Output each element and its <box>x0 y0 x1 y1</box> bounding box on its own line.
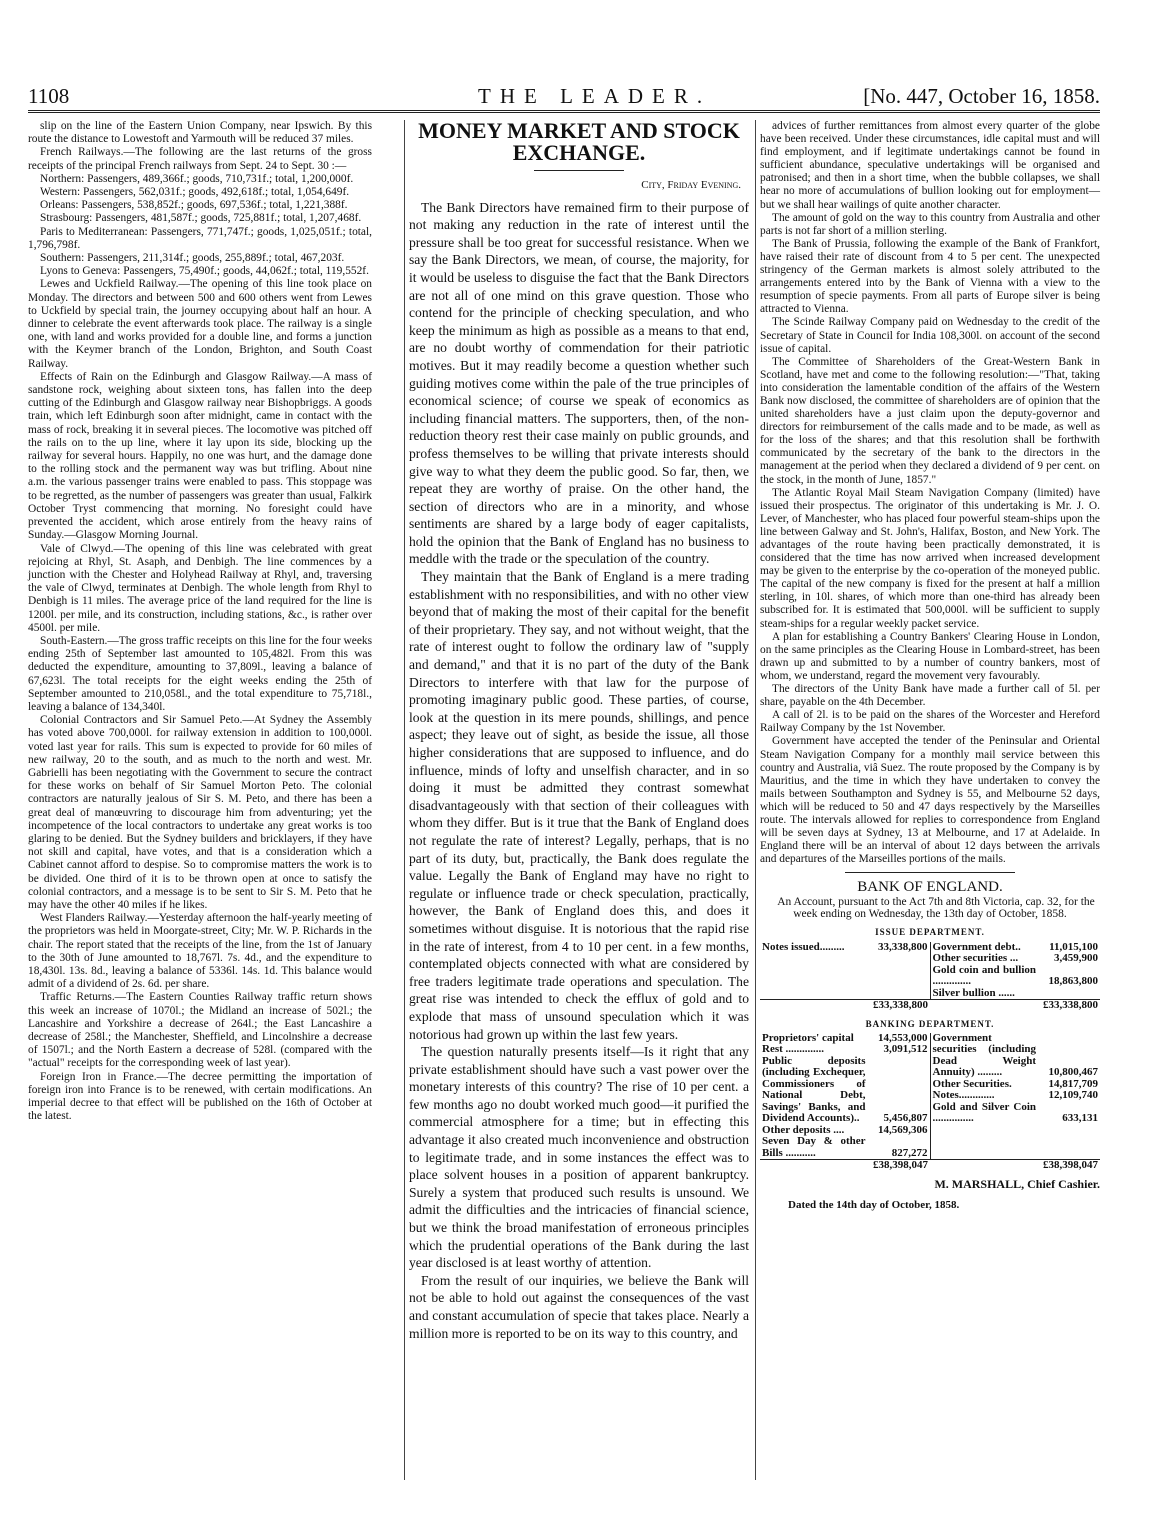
dateline: City, Friday Evening. <box>641 179 741 191</box>
paragraph: The question naturally presents itself—Is it right that any private establishment should have such a vast power over the monetary interests of this country? The rise of 10 per cent. a few months ago no doubt worked much good—it purified the commercial atmosphere for a time; but in effecting this advantage it also created much inconvenience and obstruction to legitimate trade, and in some instances the effect was to place solvent houses in a position of apparent bankruptcy. Surely a system that produced such results is unsound. We admit the difficulties and the intricacies of financial science, but we think the broad manifestation of erroneous principles which the prudential operations of the Bank during the last year disclosed is at least worthy of attention. <box>409 1044 749 1271</box>
paragraph: Vale of Clwyd.—The opening of this line was celebrated with great rejoicing at Rhyl, St. Asaph, and Denbigh. The line commences by a junction with the Chester and Holyhead Railway at Rhyl, and, traversing the vale of Clwyd, terminates at Denbigh. The whole length from Rhyl to Denbigh is 11 miles. The average price of the land required for the line is 1200l. per mile, and its construction, including stations, &c., is rather over 4500l. per mile. <box>28 542 372 634</box>
issue-total-right: £33,338,800 <box>930 1000 1100 1012</box>
account-label: Rest .............. <box>762 1043 825 1056</box>
account-label: Other deposits .... <box>762 1123 845 1136</box>
account-label: Government debt.. <box>932 940 1021 953</box>
column-finance-notes <box>760 120 1100 1212</box>
account-label: Silver bullion ...... <box>932 986 1015 999</box>
column-railway-news <box>28 120 372 1123</box>
paragraph: The directors of the Unity Bank have made a further call of 5l. per share, payable on the 4th December. <box>760 683 1100 709</box>
account-value: 827,272 <box>891 1146 928 1159</box>
paragraph: West Flanders Railway.—Yesterday afternoon the half-yearly meeting of the proprietors was held in Moorgate-street, City; Mr. W. P. Richards in the chair. The report stated that the receipts of the line, from the 1st of January to the 30th of June amounted to 18,767l. 7s. 4d., and the expenditure to 18,430l. 13s. 8d., leaving a balance of 5336l. 14s. 1d. This balance would admit of a dividend of 2s. 6d. per share. <box>28 912 372 991</box>
paragraph: Traffic Returns.—The Eastern Counties Railway traffic return shows this week an increase of 1070l.; the Midland an increase of 502l.; the Lancashire and Yorkshire a decrease of 264l.; the East Lancashire a decrease of 258l.; the Manchester, Sheffield, and Lincolnshire a decrease of 1507l.; and the North Eastern a decrease of 528l. (compared with the "actual" receipts for the corresponding week of last year). <box>28 991 372 1070</box>
account-label: Notes issued......... <box>762 940 845 953</box>
account-label: Other securities ... <box>932 952 1019 965</box>
paragraph: Paris to Mediterranean: Passengers, 771,747f.; goods, 1,025,051f.; total, 1,796,798f. <box>28 225 372 251</box>
paragraph: Government have accepted the tender of the Peninsular and Oriental Steam Navigation Company for a monthly mail service between this country and Australia, viâ Suez. The route proposed by the Company is by Mauritius, and the time in which they have undertaken to convey the mails between Southampton and Sydney is 55, and Melbourne 52 days, which will be reduced to 50 and 47 days respectively by the Marseilles route. The intervals allowed for replies to correspondence from England will be seven days at Sydney, 13 at Melbourne, and 17 at Adelaide. In England there will be an interval of about 12 days between the arrivals and departures of the Marseilles portions of the mails. <box>760 735 1100 866</box>
paragraph: A plan for establishing a Country Bankers' Clearing House in London, on the same principles as the Clearing House in Lombard-street, has been drawn up and submitted to by a number of country bankers, most of whom, we understand, regard the movement very favourably. <box>760 630 1100 682</box>
account-value: 18,863,800 <box>1048 975 1098 988</box>
account-row <box>762 1044 928 1056</box>
paragraph: The Scinde Railway Company paid on Wednesday to the credit of the Secretary of State in Council for India 108,300l. on account of the second issue of capital. <box>760 316 1100 355</box>
account-value: 14,553,000 <box>878 1031 928 1044</box>
paragraph: A call of 2l. is to be paid on the shares of the Worcester and Hereford Railway Company by the 1st November. <box>760 709 1100 735</box>
issue-info: [No. 447, October 16, 1858. <box>863 84 1100 108</box>
issue-department-title: ISSUE DEPARTMENT. <box>875 927 985 938</box>
account-row <box>933 1090 1099 1102</box>
banking-total-left: £38,398,047 <box>760 1160 930 1172</box>
account-label: Proprietors' capital <box>762 1031 854 1044</box>
paragraph: Lewes and Uckfield Railway.—The opening of this line took place on Monday. The directors and between 500 and 600 others went from Lewes to Uckfield by special train, the journey occupying about half an hour. A dinner to celebrate the event afterwards took place. The railway is a single one, with land and works provided for a double line, and forms a junction with the Keymer branch of the London, Brighton, and South Coast Railway. <box>28 278 372 370</box>
paragraph: The Bank of Prussia, following the example of the Bank of Frankfort, have raised their rate of discount from 4 to 5 per cent. The unexpected stringency of the German markets is almost solely attributed to the arrangements entered into by the Bank of Vienna with a view to the resumption of specie payments. From all parts of Europe silver is being attracted to Vienna. <box>760 237 1100 316</box>
account-label: Government securities (including Dead Weight Annuity) ......... <box>932 1031 1036 1079</box>
account-row <box>762 1136 928 1159</box>
page-number: 1108 <box>28 84 70 108</box>
paragraph: The Bank Directors have remained firm to their purpose of not making any reduction in the rate of interest until the pressure shall be too great for successful resistance. When we say the Bank Directors, we mean, of course, the majority, for it would be useless to disguise the fact that the Bank Directors are not all of one mind on this grave question. Those who contend for the principle of checking speculation, and who keep the minimum as high as possible as a means to that end, are no doubt worthy of commendation for their patriotic motives. But it may readily become a question whether such guiding motives come within the pale of the true principles of economical science; of course we speak of economics as including financial matters. The supporters, then, of the non-reduction theory rest their case mainly on public grounds, and profess themselves to be willing that private interests should give way to what they deem the public good. So far, then, we repeat they are worthy of praise. On the other hand, the section of directors who are in a minority, and whose sentiments are shared by a large body of eager capitalists, hold the opinion that the Bank of England has no business to meddle with the trade or the speculation of the country. <box>409 199 749 567</box>
paragraph: The Committee of Shareholders of the Great-Western Bank in Scotland, have met and come to the following resolution:—"That, taking into consideration the lamentable condition of the affairs of the Western Bank now disclosed, the committee of shareholders are of opinion that the united shareholders have a just claim upon the deputy-governor and directors for reimbursement of the calls made and to be made, as well as for the loss of the shares; and that this resolution shall be forthwith communicated by the secretary of the bank to the directors in the management at the period when they declared a dividend of 9 per cent. on the stock, in the month of June, 1857." <box>760 355 1100 486</box>
account-row <box>933 988 1099 1000</box>
account-row <box>762 942 928 954</box>
account-label: Gold and Silver Coin ............... <box>932 1100 1036 1125</box>
paragraph: Lyons to Geneva: Passengers, 75,490f.; goods, 44,062f.; total, 119,552f. <box>40 265 369 278</box>
account-value: 3,091,512 <box>883 1043 928 1056</box>
account-row <box>933 1033 1099 1079</box>
paragraph: From the result of our inquiries, we believe the Bank will not be able to hold out against the consequences of the vast and constant accumulation of specie that takes place. Nearly a million more is reported to be on its way to this country, and <box>409 1272 749 1341</box>
banking-department-table <box>760 1033 1100 1172</box>
account-value: 14,817,709 <box>1048 1077 1098 1090</box>
column-money-market <box>404 120 756 1480</box>
account-label: Other Securities. <box>932 1077 1012 1090</box>
account-value: 3,459,900 <box>1054 952 1098 965</box>
account-label: Notes............. <box>932 1089 995 1102</box>
paragraph: advices of further remittances from almost every quarter of the globe have been received. Under these circumstances, idle capital must and will find employment, and if legitimate undertakings cannot be found in sufficient abundance, speculative undertakings will be organised and patronised; and then in a short time, when the bubble collapses, we shall hear no more of accumulations of bullion looking out for employment—but we shall hear wailings of quite another character. <box>760 120 1100 211</box>
paragraph: Southern: Passengers, 211,314f.; goods, 255,889f.; total, 467,203f. <box>40 252 345 265</box>
paragraph: Northern: Passengers, 489,366f.; goods, 710,731f.; total, 1,200,000f. <box>40 172 354 185</box>
account-label: Gold coin and bullion .............. <box>932 963 1036 988</box>
paragraph: South-Eastern.—The gross traffic receipts on this line for the four weeks ending 25th of September last amounted to 105,482l. From this was deducted the expenditure, amounting to 37,809l., leaving a balance of 67,623l. The total receipts for the eight weeks ending the 25th of September amounted to 210,058l., and the total expenditure to 75,718l., leaving a balance of 134,340l. <box>28 634 372 713</box>
account-row <box>762 1056 928 1125</box>
issue-department-table <box>760 942 1100 1012</box>
paragraph: Strasbourg: Passengers, 481,587f.; goods, 725,881f.; total, 1,207,468f. <box>40 212 362 225</box>
account-value: 33,338,800 <box>878 940 928 953</box>
account-value: 11,015,100 <box>1049 940 1098 953</box>
paragraph: Effects of Rain on the Edinburgh and Glasgow Railway.—A mass of sandstone rock, weighing about sixteen tons, has fallen into the deep cutting of the Edinburgh and Glasgow railway near Bishopbriggs. A goods train, which left Edinburgh soon after midnight, came in contact with the mass of rock, breaking it in several pieces. The locomotive was pitched off the rails on to the up line, where it lay upon its side, blocking up the railway for several hours. Happily, no one was hurt, and the damage done to the rolling stock and the permanent way was but trifling. About nine a.m. the various passenger trains were enabled to pass. This stoppage was to be regretted, as the number of passengers was greater than usual, Falkirk October Tryst commencing that morning. No foresight could have prevented the accident, which arose entirely from the heavy rains of Sunday.—Glasgow Morning Journal. <box>28 370 372 542</box>
account-value: 5,456,807 <box>883 1112 928 1125</box>
account-value: 633,131 <box>1062 1112 1098 1125</box>
bank-subtitle: An Account, pursuant to the Act 7th and 8th Victoria, cap. 32, for the week ending on Wednesday, the 13th day of October, 1858. <box>777 896 1095 921</box>
divider <box>845 872 1015 873</box>
account-value: 14,569,306 <box>878 1123 928 1136</box>
issue-total-left: £33,338,800 <box>760 1000 930 1012</box>
paragraph: Colonial Contractors and Sir Samuel Peto.—At Sydney the Assembly has voted above 700,000l. for railway extension in addition to 100,000l. voted last year for rails. This sum is expected to provide for 60 miles of new railway, 20 to the south, and as much to the north and west. Mr. Gabrielli has been negotiating with the Government to secure the contract for these works on behalf of Sir Samuel Morton Peto. The colonial contractors are naturally jealous of Sir S. M. Peto, and there has been a great deal of manœuvring to discourage him from adventuring; yet the incompetence of the local contractors to undertake any great works is too glaring to be denied. But the Sydney builders and bricklayers, if they have not skill and capital, have votes, and that is a consideration which a Cabinet cannot afford to despise. So to compromise matters the work is to be divided. One third of it is to be thrown open at once to satisfy the colonial contractors, and a message is to be sent to Sir S. M. Peto that he may have the other 40 miles if he likes. <box>28 714 372 911</box>
account-row <box>933 953 1099 965</box>
signature: M. MARSHALL, Chief Cashier. <box>934 1176 1100 1191</box>
account-row <box>933 965 1099 988</box>
newspaper-title: THE LEADER. <box>478 84 712 108</box>
dated-line: Dated the 14th day of October, 1858. <box>788 1198 960 1211</box>
banking-total-right: £38,398,047 <box>930 1160 1100 1172</box>
paragraph: Foreign Iron in France.—The decree permitting the importation of foreign iron into France is to be renewed, with certain modifications. An imperial decree to that effect will be published on the 16th of October at the latest. <box>28 1070 372 1123</box>
bank-title: BANK OF ENGLAND. <box>857 879 1003 896</box>
account-value: 12,109,740 <box>1048 1089 1098 1102</box>
page-header <box>28 84 1100 113</box>
account-value: 10,800,467 <box>1048 1066 1098 1079</box>
paragraph: French Railways.—The following are the last returns of the gross receipts of the principal French railways from Sept. 24 to Sept. 30 :— <box>28 146 372 172</box>
divider <box>534 170 624 171</box>
paragraph: Western: Passengers, 562,031f.; goods, 492,618f.; total, 1,054,649f. <box>40 186 350 199</box>
headline: MONEY MARKET AND STOCK EXCHANGE. <box>418 118 740 165</box>
paragraph: slip on the line of the Eastern Union Company, near Ipswich. By this route the distance to Lowestoft and Yarmouth will be reduced 37 miles. <box>28 120 372 146</box>
paragraph: The amount of gold on the way to this country from Australia and other parts is not far short of a million sterling. <box>760 211 1100 237</box>
paragraph: Orleans: Passengers, 538,852f.; goods, 697,536f.; total, 1,221,388f. <box>40 199 348 212</box>
banking-department-title: BANKING DEPARTMENT. <box>865 1018 995 1029</box>
paragraph: They maintain that the Bank of England is a mere trading establishment with no responsibilities, and with no other view beyond that of making the most of their capital for the benefit of their proprietary. They say, and not without weight, that the rate of interest ought to follow the ordinary law of "supply and demand," and that it is no part of the duty of the Bank Directors to interfere with that law for the purpose of promoting imaginary public good. These parties, of course, look at the question in its mere pounds, shillings, and pence aspect; they leave out of sight, as beside the issue, all those higher considerations that are supposed to influence, and do influence, minds of lofty and unselfish character, and in so doing it must be admitted they contrast somewhat disadvantageously with that section of their colleagues with whom they differ. But is it true that the Bank of England does not regulate the rate of interest? Legally, perhaps, that is no part of its duty, but, practically, the Bank does regulate the value. Legally the Bank of England may have no right to regulate or influence trade or check speculation, practically, however, the Bank of England does this, and does it sometimes without disguise. It is notorious that the rapid rise in the rate of interest, from 4 to 10 per cent. in a few months, contemplated objects connected with what are considered by free traders legitimate trade operations and speculation. The great rise was intended to check the efflux of gold and to explode that mass of unsound speculation which it was notorious had grown up within the last few years. <box>409 569 749 1042</box>
account-label: Seven Day & other Bills ........... <box>762 1135 866 1159</box>
paragraph: The Atlantic Royal Mail Steam Navigation Company (limited) have issued their prospectus. The originator of this undertaking is Mr. J. O. Lever, of Manchester, who has placed four powerful steam-ships upon the line between Galway and St. John's, Halifax, Boston, and New York. The advantages of the route having been practically demonstrated, it is considered that the time has now arrived when increased development may be given to the enterprise by the co-operation of the moneyed public. The capital of the new company is fixed for the present at half a million sterling, in 10l. shares, of which more than one-third has already been subscribed for. It is estimated that 500,000l. will be sufficient to supply steam-ships for a regular weekly packet service. <box>760 486 1100 630</box>
account-label: Public deposits (including Exchequer, Commissioners of National Debt, Savings' Banks, and Dividend Accounts).. <box>762 1054 866 1125</box>
account-row <box>933 1102 1099 1125</box>
